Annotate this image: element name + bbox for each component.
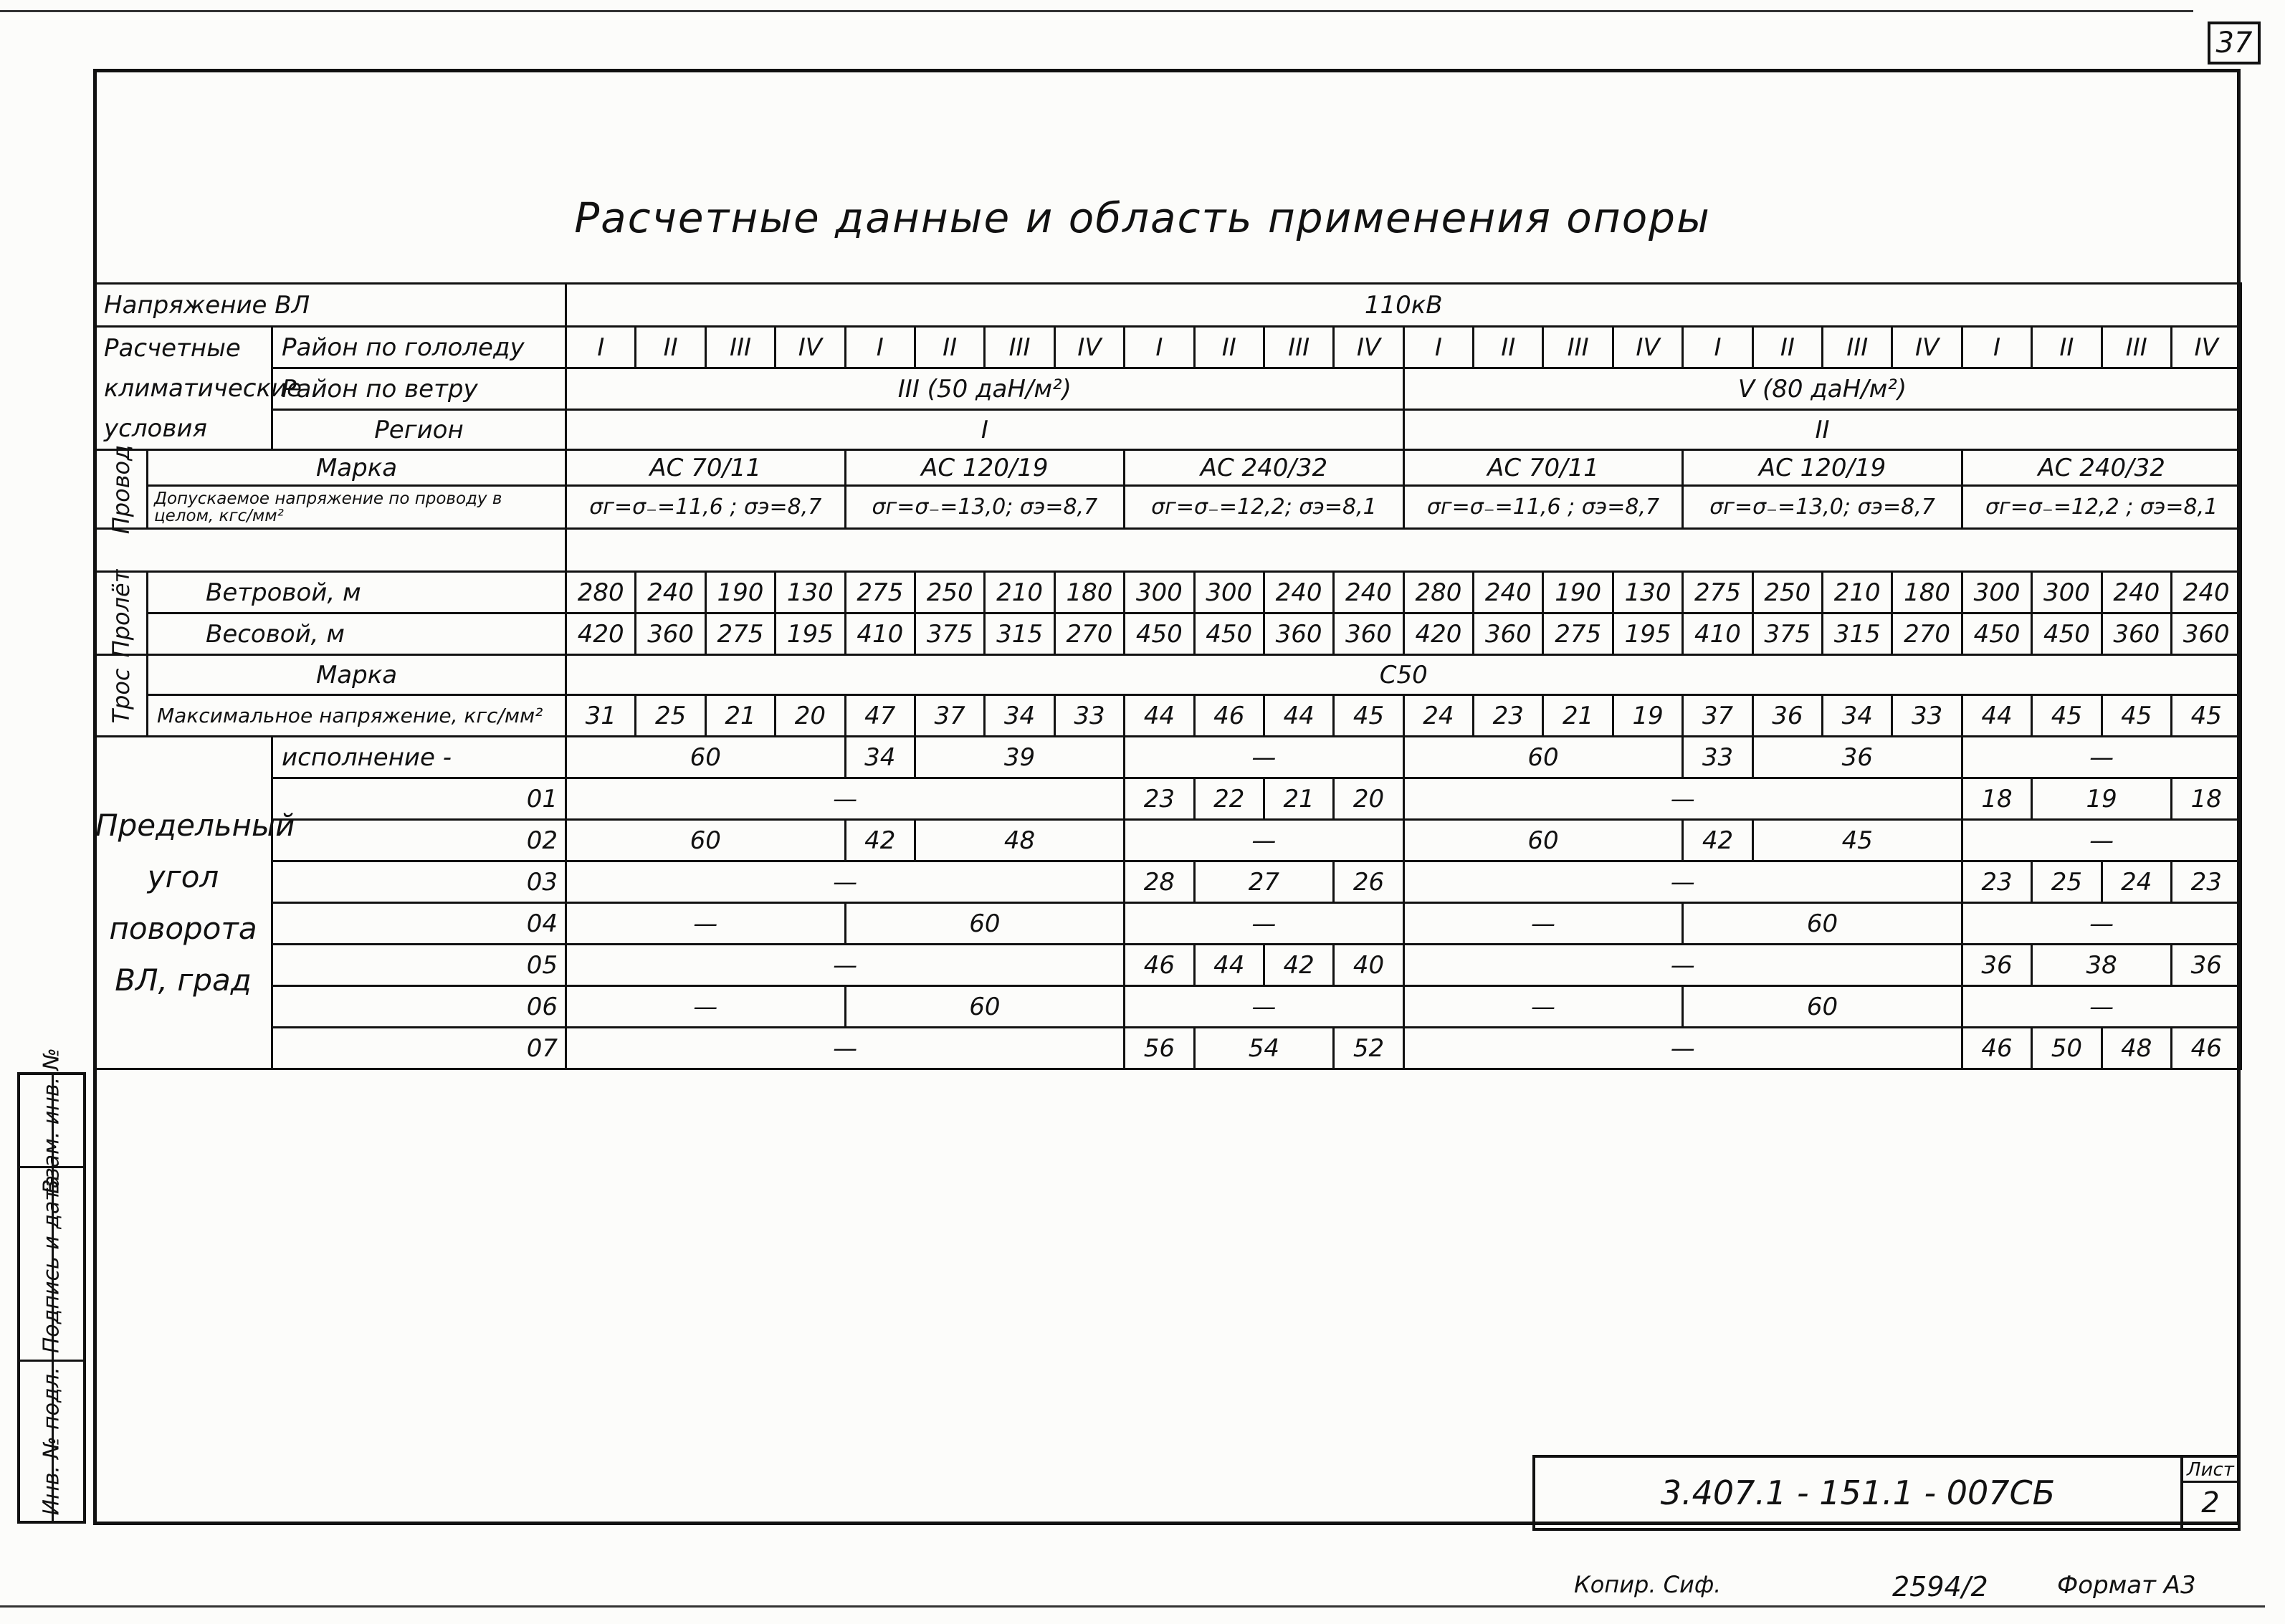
wind-region-label: Район по ветру <box>272 368 566 410</box>
wind-span-cell: 300 <box>1125 572 1194 613</box>
sheet-cell <box>2180 1458 2238 1528</box>
left-stamp-cell: Инв. № подл. <box>39 1367 65 1516</box>
angle-cell: 21 <box>1264 778 1333 820</box>
weight-span-row <box>95 613 2241 655</box>
left-stamp-cell: Взам. инв. № <box>20 1075 83 1168</box>
angle-cell: — <box>1962 903 2241 945</box>
wire-stress-cell: σг=σ₋=11,6 ; σэ=8,7 <box>566 486 846 529</box>
ice-region-cell: I <box>845 327 915 368</box>
left-stamp <box>17 1047 86 1524</box>
ice-region-cell: IV <box>2172 327 2241 368</box>
exec-code: 02 <box>272 820 566 861</box>
wire-stress-cell: σг=σ₋=12,2; σэ=8,1 <box>1125 486 1404 529</box>
angle-cell: 38 <box>2032 945 2172 986</box>
wind-region-cell: V (80 даН/м²) <box>1403 368 2241 410</box>
angle-cell: 36 <box>1752 737 1962 778</box>
angle-cell: — <box>566 1028 1125 1069</box>
weight-span-cell: 270 <box>1892 613 1962 655</box>
weight-span-cell: 360 <box>2172 613 2241 655</box>
ice-region-cell: III <box>1543 327 1613 368</box>
execution-label: исполнение - <box>272 737 566 778</box>
angle-cell: 42 <box>1683 820 1752 861</box>
weight-span-cell: 315 <box>1823 613 1892 655</box>
cable-stress-cell: 44 <box>1962 695 2031 737</box>
angle-cell: 26 <box>1334 861 1403 903</box>
ice-region-cell: II <box>636 327 705 368</box>
voltage-label: Напряжение ВЛ <box>95 284 566 327</box>
weight-span-cell: 360 <box>1474 613 1543 655</box>
angle-cell: 60 <box>845 986 1125 1028</box>
wind-span-label: Ветровой, м <box>148 572 566 613</box>
angle-row-02 <box>95 820 2241 861</box>
angle-cell: 36 <box>2172 945 2241 986</box>
angle-cell: — <box>1125 820 1404 861</box>
angle-cell: — <box>566 945 1125 986</box>
wire-mark-row <box>95 450 2241 486</box>
wind-span-cell: 300 <box>1962 572 2031 613</box>
angle-cell: 60 <box>566 820 846 861</box>
weight-span-cell: 375 <box>915 613 984 655</box>
angle-cell: — <box>1962 986 2241 1028</box>
weight-span-cell: 360 <box>2102 613 2171 655</box>
ice-region-row <box>95 327 2241 368</box>
cable-stress-cell: 37 <box>1683 695 1752 737</box>
cable-stress-cell: 45 <box>2032 695 2102 737</box>
exec-code: 01 <box>272 778 566 820</box>
weight-span-cell: 275 <box>705 613 775 655</box>
voltage-row <box>95 284 2241 327</box>
angle-row-01 <box>95 778 2241 820</box>
cable-stress-cell: 45 <box>2102 695 2171 737</box>
ice-region-cell: II <box>1474 327 1543 368</box>
ice-region-cell: II <box>915 327 984 368</box>
angle-row-05 <box>95 945 2241 986</box>
angle-cell: 48 <box>915 820 1124 861</box>
angle-cell: — <box>1962 737 2241 778</box>
voltage-value: 110кВ <box>566 284 2241 327</box>
wire-mark-label: Марка <box>148 450 566 486</box>
weight-span-cell: 195 <box>1613 613 1682 655</box>
bottom-edge-line <box>0 1605 2265 1608</box>
exec-code: 04 <box>272 903 566 945</box>
angle-cell: 42 <box>1264 945 1333 986</box>
cable-stress-cell: 44 <box>1125 695 1194 737</box>
angle-cell: — <box>566 986 846 1028</box>
angle-cell: 24 <box>2102 861 2171 903</box>
cable-stress-cell: 45 <box>1334 695 1403 737</box>
angle-cell: 33 <box>1683 737 1752 778</box>
weight-span-cell: 375 <box>1752 613 1822 655</box>
ice-region-cell: I <box>1962 327 2031 368</box>
wind-span-cell: 240 <box>636 572 705 613</box>
angle-cell: 36 <box>1962 945 2031 986</box>
angle-row-06 <box>95 986 2241 1028</box>
exec-code: 07 <box>272 1028 566 1069</box>
empty-cell <box>566 529 2241 572</box>
top-edge-line <box>0 10 2193 12</box>
cable-stress-cell: 19 <box>1613 695 1682 737</box>
angle-cell: 60 <box>1683 986 1962 1028</box>
ice-region-cell: III <box>985 327 1054 368</box>
wind-span-cell: 280 <box>566 572 636 613</box>
angle-row-base <box>95 737 2241 778</box>
wind-span-cell: 240 <box>1334 572 1403 613</box>
ice-region-label: Район по гололеду <box>272 327 566 368</box>
weight-span-cell: 360 <box>1264 613 1333 655</box>
weight-span-cell: 450 <box>1125 613 1194 655</box>
angle-cell: 46 <box>1125 945 1194 986</box>
angle-cell: 56 <box>1125 1028 1194 1069</box>
angle-cell: 60 <box>566 737 846 778</box>
wind-span-cell: 210 <box>1823 572 1892 613</box>
angle-cell: — <box>566 778 1125 820</box>
page-title: Расчетные данные и область применения опоры <box>574 194 1711 242</box>
angle-cell: 27 <box>1194 861 1334 903</box>
wind-span-cell: 240 <box>2102 572 2171 613</box>
angle-label: Предельный угол поворота ВЛ, град <box>95 737 272 1069</box>
wind-span-cell: 130 <box>776 572 845 613</box>
ice-region-cell: III <box>2102 327 2171 368</box>
angle-cell: 60 <box>1403 820 1683 861</box>
cable-stress-cell: 33 <box>1054 695 1124 737</box>
angle-cell: 28 <box>1125 861 1194 903</box>
angle-cell: — <box>1403 986 1683 1028</box>
angle-cell: 39 <box>915 737 1124 778</box>
cable-stress-cell: 34 <box>1823 695 1892 737</box>
cable-stress-cell: 36 <box>1752 695 1822 737</box>
exec-code: 03 <box>272 861 566 903</box>
cable-stress-cell: 21 <box>1543 695 1613 737</box>
angle-cell: 45 <box>1752 820 1962 861</box>
cable-stress-cell: 46 <box>1194 695 1264 737</box>
ice-region-cell: III <box>705 327 775 368</box>
ice-region-cell: IV <box>1334 327 1403 368</box>
region-cell: I <box>566 410 1404 450</box>
angle-cell: 18 <box>1962 778 2031 820</box>
wire-mark-cell: АС 120/19 <box>1683 450 1962 486</box>
wind-span-cell: 210 <box>985 572 1054 613</box>
ice-region-cell: IV <box>1613 327 1682 368</box>
weight-span-cell: 360 <box>636 613 705 655</box>
weight-span-label: Весовой, м <box>148 613 566 655</box>
cable-stress-cell: 33 <box>1892 695 1962 737</box>
angle-cell: 42 <box>845 820 915 861</box>
page-number: 37 <box>2208 22 2261 65</box>
angle-cell: — <box>566 903 846 945</box>
angle-cell: 25 <box>2032 861 2102 903</box>
ice-region-cell: IV <box>1054 327 1124 368</box>
cable-mark-label: Марка <box>148 655 566 695</box>
weight-span-cell: 410 <box>845 613 915 655</box>
cable-stress-cell: 31 <box>566 695 636 737</box>
footer-copy: Копир. Сиф. <box>1574 1571 1722 1598</box>
angle-cell: 60 <box>1403 737 1683 778</box>
wind-span-cell: 180 <box>1054 572 1124 613</box>
cable-stress-row <box>95 695 2241 737</box>
angle-cell: 22 <box>1194 778 1264 820</box>
cable-stress-cell: 47 <box>845 695 915 737</box>
angle-cell: — <box>1403 1028 1962 1069</box>
title-block <box>1532 1455 2241 1531</box>
cable-stress-cell: 20 <box>776 695 845 737</box>
wind-span-cell: 240 <box>1474 572 1543 613</box>
ice-region-cell: I <box>1683 327 1752 368</box>
wire-mark-cell: АС 120/19 <box>845 450 1125 486</box>
angle-cell: 46 <box>1962 1028 2031 1069</box>
wire-mark-cell: АС 70/11 <box>1403 450 1683 486</box>
ice-region-cell: III <box>1823 327 1892 368</box>
angle-cell: — <box>1403 861 1962 903</box>
angle-cell: — <box>1403 945 1962 986</box>
wire-stress-cell: σг=σ₋=12,2 ; σэ=8,1 <box>1962 486 2241 529</box>
weight-span-cell: 450 <box>1194 613 1264 655</box>
ice-region-cell: III <box>1264 327 1333 368</box>
angle-cell: 18 <box>2172 778 2241 820</box>
wind-span-cell: 300 <box>1194 572 1264 613</box>
angle-cell: 34 <box>845 737 915 778</box>
wind-region-row <box>95 368 2241 410</box>
angle-cell: 54 <box>1194 1028 1334 1069</box>
angle-cell: — <box>1962 820 2241 861</box>
cable-group-label: Трос <box>95 655 148 737</box>
wind-span-cell: 275 <box>1683 572 1752 613</box>
weight-span-cell: 315 <box>985 613 1054 655</box>
empty-row <box>95 529 2241 572</box>
cable-stress-cell: 34 <box>985 695 1054 737</box>
angle-cell: 48 <box>2102 1028 2171 1069</box>
angle-cell: — <box>1125 986 1404 1028</box>
weight-span-cell: 360 <box>1334 613 1403 655</box>
sheet-value: 2 <box>2201 1486 2220 1519</box>
empty-cell <box>95 529 566 572</box>
wind-span-cell: 250 <box>1752 572 1822 613</box>
wire-stress-row <box>95 486 2241 529</box>
wind-region-cell: III (50 даН/м²) <box>566 368 1404 410</box>
region-label: Регион <box>272 410 566 450</box>
angle-cell: 40 <box>1334 945 1403 986</box>
angle-cell: 20 <box>1334 778 1403 820</box>
cable-stress-cell: 25 <box>636 695 705 737</box>
angle-cell: — <box>566 861 1125 903</box>
ice-region-cell: I <box>1403 327 1473 368</box>
wind-span-cell: 300 <box>2032 572 2102 613</box>
angle-cell: 23 <box>1962 861 2031 903</box>
wind-span-cell: 130 <box>1613 572 1682 613</box>
angle-cell: 52 <box>1334 1028 1403 1069</box>
ice-region-cell: II <box>2032 327 2102 368</box>
cable-stress-cell: 37 <box>915 695 984 737</box>
wire-stress-label: Допускаемое напряжение по проводу в целом, кгс/мм² <box>148 486 566 529</box>
wind-span-row <box>95 572 2241 613</box>
cable-stress-cell: 24 <box>1403 695 1473 737</box>
footer-format: Формат А3 <box>2057 1571 2196 1600</box>
ice-region-cell: I <box>1125 327 1194 368</box>
ice-region-cell: I <box>566 327 636 368</box>
region-cell: II <box>1403 410 2241 450</box>
ice-region-cell: IV <box>1892 327 1962 368</box>
left-stamp-cell: Подпись и дата <box>20 1168 83 1362</box>
wind-span-cell: 180 <box>1892 572 1962 613</box>
angle-row-07 <box>95 1028 2241 1069</box>
angle-cell: 50 <box>2032 1028 2102 1069</box>
ice-region-cell: II <box>1194 327 1264 368</box>
weight-span-cell: 450 <box>1962 613 2031 655</box>
wind-span-cell: 190 <box>1543 572 1613 613</box>
angle-cell: 46 <box>2172 1028 2241 1069</box>
angle-cell: 23 <box>2172 861 2241 903</box>
cable-mark-value: С50 <box>566 655 2241 695</box>
document-code: 3.407.1 - 151.1 - 007СБ <box>1660 1473 2056 1512</box>
exec-code: 06 <box>272 986 566 1028</box>
cable-stress-label: Максимальное напряжение, кгс/мм² <box>148 695 566 737</box>
cable-mark-row <box>95 655 2241 695</box>
angle-cell: 44 <box>1194 945 1264 986</box>
wire-stress-cell: σг=σ₋=11,6 ; σэ=8,7 <box>1403 486 1683 529</box>
angle-cell: 60 <box>1683 903 1962 945</box>
weight-span-cell: 420 <box>566 613 636 655</box>
angle-cell: 23 <box>1125 778 1194 820</box>
cable-stress-cell: 23 <box>1474 695 1543 737</box>
angle-row-03 <box>95 861 2241 903</box>
angle-cell: — <box>1125 737 1404 778</box>
ice-region-cell: II <box>1752 327 1822 368</box>
weight-span-cell: 270 <box>1054 613 1124 655</box>
cable-stress-cell: 44 <box>1264 695 1333 737</box>
wire-mark-cell: АС 70/11 <box>566 450 846 486</box>
data-table <box>93 282 2242 1070</box>
angle-cell: 19 <box>2032 778 2172 820</box>
angle-cell: 60 <box>845 903 1125 945</box>
weight-span-cell: 420 <box>1403 613 1473 655</box>
ice-region-cell: IV <box>776 327 845 368</box>
wind-span-cell: 280 <box>1403 572 1473 613</box>
wire-stress-cell: σг=σ₋=13,0; σэ=8,7 <box>845 486 1125 529</box>
angle-cell: — <box>1403 778 1962 820</box>
weight-span-cell: 275 <box>1543 613 1613 655</box>
exec-code: 05 <box>272 945 566 986</box>
angle-cell: — <box>1403 903 1683 945</box>
angle-row-04 <box>95 903 2241 945</box>
sheet-label: Лист <box>2183 1459 2238 1483</box>
footer-number: 2594/2 <box>1892 1571 1988 1602</box>
wind-span-cell: 250 <box>915 572 984 613</box>
cable-stress-cell: 45 <box>2172 695 2241 737</box>
angle-cell: — <box>1125 903 1404 945</box>
weight-span-cell: 195 <box>776 613 845 655</box>
wind-span-cell: 190 <box>705 572 775 613</box>
weight-span-cell: 450 <box>2032 613 2102 655</box>
wind-span-cell: 275 <box>845 572 915 613</box>
cable-stress-cell: 21 <box>705 695 775 737</box>
climatic-label: Расчетные климатические условия <box>95 327 272 450</box>
wire-group-label: Провод <box>95 450 148 529</box>
wire-mark-cell: АС 240/32 <box>1962 450 2241 486</box>
region-row <box>95 410 2241 450</box>
weight-span-cell: 410 <box>1683 613 1752 655</box>
wind-span-cell: 240 <box>1264 572 1333 613</box>
wire-mark-cell: АС 240/32 <box>1125 450 1404 486</box>
wind-span-cell: 240 <box>2172 572 2241 613</box>
wire-stress-cell: σг=σ₋=13,0; σэ=8,7 <box>1683 486 1962 529</box>
span-group-label: Пролёт <box>95 572 148 655</box>
